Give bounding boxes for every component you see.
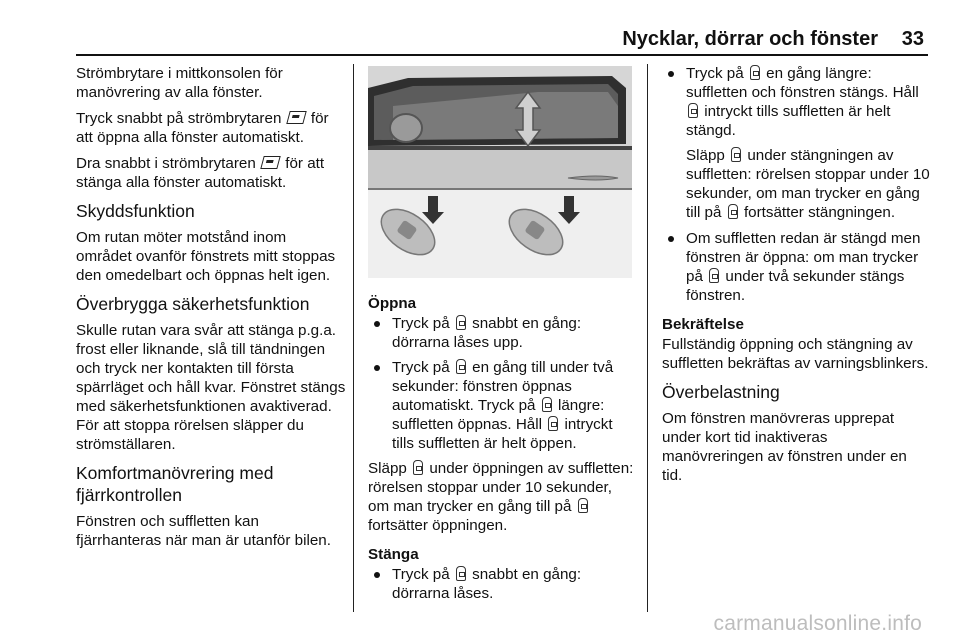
remote-button-icon [456,359,466,374]
heading-skyddsfunktion: Skyddsfunktion [76,201,195,221]
remote-lock-icon [688,103,698,118]
paragraph-slapp-oppna: Släpp under öppningen av suffletten: rörelsen stoppar under 10 sekunder, om man trycker en gång till på fortsätter öppningen. [368,460,634,534]
heading-stanga: Stänga [368,546,419,563]
paragraph-overbrygga: Skulle rutan vara svår att stänga p.g.a. frost eller liknande, slå till tändningen och tryck ner kontakten till första spärrläget och håll kvar. Fönstret stängs med säkerhetsfunktionen avaktiverad. För att stoppa rörelsen släpper du strömställaren. [76,322,346,453]
heading-overbelastning: Överbelastning [662,382,780,402]
paragraph-komfort: Fönstren och suffletten kan fjärrhanteras när man är utanför bilen. [76,513,331,549]
remote-lock-icon [456,566,466,581]
remote-button-icon [456,315,466,330]
paragraph-skyddsfunktion: Om rutan möter motstånd inom området ovanför fönstrets mitt stoppas den omedelbart och öppnas helt igen. [76,229,336,284]
list-item: Om suffletten redan är stängd men fönstren är öppna: om man trycker på under två sekunder stängs fönstren. [662,229,930,305]
remote-button-icon [578,498,588,513]
car-window-remote-illustration [368,66,632,278]
window-switch-icon [260,156,280,169]
list-item: Tryck på en gång längre: suffletten och fönstren stängs. Håll intryckt tills suffletten är helt stängd. [662,64,930,140]
column-left [76,64,346,557]
paragraph-slapp-stanga: Släpp under stängningen av suffletten: rörelsen stoppar under 10 sekunder, om man trycker en gång till på fortsätter stängningen. [686,147,930,221]
paragraph-console-switches: Strömbrytare i mittkonsolen för manövrering av alla fönster. [76,65,283,101]
heading-bekraftelse: Bekräftelse [662,316,744,333]
column-divider-2 [647,64,648,612]
column-right [662,64,930,492]
list-item: Tryck på snabbt en gång: dörrarna låses upp. [368,314,636,352]
remote-button-icon [542,397,552,412]
paragraph-open-all: Tryck snabbt på strömbrytaren för att öppna alla fönster automatiskt. [76,110,329,146]
remote-lock-icon [731,147,741,162]
list-item: Tryck på en gång till under två sekunder: fönstren öppnas automatiskt. Tryck på längre: suffletten öppnas. Håll intryckt tills suffletten är helt öppen. [368,358,636,453]
list-item: Tryck på snabbt en gång: dörrarna låses. [368,565,636,603]
heading-komfort: Komfortmanövrering med fjärrkontrollen [76,463,274,505]
column-divider-1 [353,64,354,612]
remote-lock-icon [750,65,760,80]
remote-button-icon [413,460,423,475]
paragraph-overbelastning: Om fönstren manövreras upprepat under kort tid inaktiveras manövreringen av fönstren under en tid. [662,410,907,484]
header-rule [76,54,928,56]
remote-button-icon [548,416,558,431]
heading-overbrygga: Överbrygga säkerhetsfunktion [76,294,310,314]
page-number: 33 [901,28,924,50]
watermark: carmanualsonline.info [713,612,922,635]
remote-lock-icon [709,268,719,283]
heading-oppna: Öppna [368,295,417,312]
window-switch-icon [286,111,306,124]
header-title: Nycklar, dörrar och fönster [622,28,878,50]
paragraph-bekraftelse: Fullständig öppning och stängning av suffletten bekräftas av varningsblinkers. [662,336,929,372]
column-middle [368,294,636,609]
paragraph-close-all: Dra snabbt i strömbrytaren för att stänga alla fönster automatiskt. [76,155,325,191]
remote-lock-icon [728,204,738,219]
